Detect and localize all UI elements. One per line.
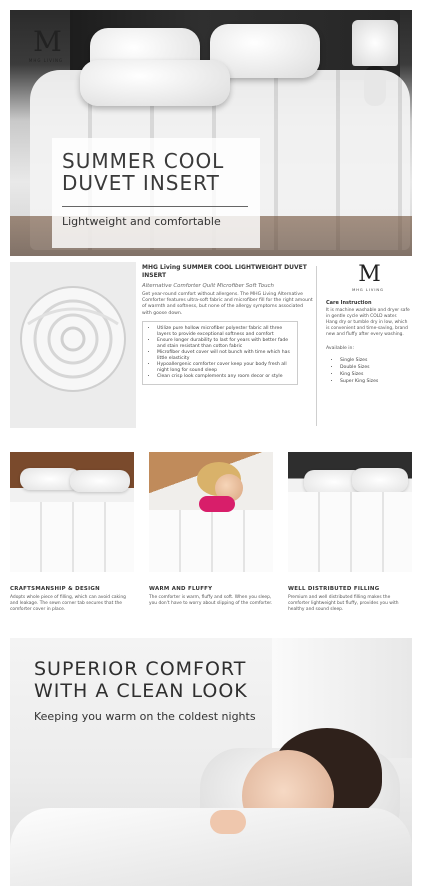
feature-item: • Clean crisp look complements any room decor or style bbox=[157, 374, 291, 380]
quilt-image bbox=[10, 502, 134, 572]
title-divider bbox=[62, 206, 248, 207]
bed-photo bbox=[10, 452, 134, 572]
product-heading: MHG Living SUMMER COOL LIGHTWEIGHT DUVET INSERT bbox=[142, 264, 307, 279]
hero-title-line2: DUVET INSERT bbox=[62, 171, 220, 195]
hero-banner bbox=[10, 10, 412, 256]
panel-caption: WELL DISTRIBUTED FILLING bbox=[288, 586, 380, 592]
panel-text: The comforter is warm, fluffy and soft. When you sleep, you don't have to worry about slipping of the comforter. bbox=[149, 595, 273, 606]
panel-caption: CRAFTSMANSHIP & DESIGN bbox=[10, 586, 100, 592]
comfort-tagline: Keeping you warm on the coldest nights bbox=[34, 710, 256, 723]
feature-panel-warm bbox=[149, 452, 273, 607]
hand-image bbox=[210, 810, 246, 834]
size-item: • Super King Sizes bbox=[340, 378, 410, 385]
hero-title-panel bbox=[52, 138, 260, 248]
feature-item: • Utilize pure hollow microfiber polyester fabric all three layers to provide exceptional softness and comfort bbox=[157, 326, 291, 338]
feature-list bbox=[142, 321, 298, 385]
feature-panels bbox=[10, 452, 412, 628]
size-item: • Double Sizes bbox=[340, 364, 410, 371]
available-label: Available in: bbox=[326, 346, 354, 351]
panel-caption: WARM AND FLUFFY bbox=[149, 586, 213, 592]
quilt-image bbox=[288, 492, 412, 572]
feature-item: • Ensure longer durability to last for years with better fade and stain resistant than cotton fabric bbox=[157, 338, 291, 350]
feature-panel-craftsmanship bbox=[10, 452, 134, 613]
pillow-image bbox=[80, 60, 230, 106]
size-list bbox=[326, 357, 410, 385]
comfort-headline-line1: SUPERIOR COMFORT bbox=[34, 658, 247, 680]
size-item: • King Sizes bbox=[340, 371, 410, 378]
comfort-banner bbox=[10, 638, 412, 886]
size-item: • Single Sizes bbox=[340, 357, 410, 364]
rolled-duvet-image bbox=[10, 262, 136, 428]
pillow-image bbox=[352, 468, 408, 492]
hero-title-line1: SUMMER COOL bbox=[62, 149, 225, 173]
care-heading: Care Instruction bbox=[326, 300, 372, 306]
care-instructions bbox=[326, 262, 410, 385]
hero-subtitle: Lightweight and comfortable bbox=[62, 215, 221, 228]
product-info-section bbox=[10, 262, 412, 430]
duvet-roll-icon bbox=[18, 284, 128, 394]
column-divider bbox=[316, 266, 317, 426]
brand-logo-text: MHG LIVING bbox=[28, 58, 64, 63]
bed-detail-photo bbox=[288, 452, 412, 572]
pillow-image bbox=[70, 470, 130, 492]
care-brand-logo-mark: M bbox=[358, 262, 378, 287]
feature-item: • Microfiber duvet cover will not bunch with time which has little elasticity bbox=[157, 350, 291, 362]
product-subheading: Alternative Comforter Quilt Microfiber Soft Touch bbox=[142, 283, 274, 289]
product-description-text: Get year-round comfort without allergens. The MHG Living Alternative Comforter features ultra-soft fabric and microfiber fill for the right amount of warmth and softness, but none of the allergy symptoms associated with goose down. bbox=[142, 292, 313, 316]
panel-text: Adopts whole piece of filling, which can avoid caking and leakage. The sewn corner tab secures that the comforter cover in place. bbox=[10, 595, 126, 612]
comfort-headline bbox=[34, 658, 248, 702]
quilt-image bbox=[149, 510, 273, 572]
brand-logo-mark: M bbox=[33, 25, 59, 58]
care-brand-logo-text: MHG LIVING bbox=[352, 288, 384, 292]
feature-item: • Hypoallergenic comforter cover keep your body fresh all night long for sound sleep bbox=[157, 362, 291, 374]
brand-logo bbox=[26, 26, 66, 74]
panel-text: Premium and well distributed filling makes the comforter lightweight but fluffy, provides you with healthy and sound sleep. bbox=[288, 595, 399, 612]
lamp-image bbox=[352, 20, 398, 66]
product-description bbox=[142, 264, 314, 385]
care-text: It is machine washable and dryer safe in gentle cycle with COLD water. Hang dry or tumble dry in low, which is convenient and time-saving, brand new and fluffy after every washing. bbox=[326, 308, 410, 337]
sleeping-woman-photo bbox=[149, 452, 273, 572]
shirt-image bbox=[199, 496, 235, 512]
feature-panel-filling bbox=[288, 452, 412, 613]
comfort-headline-line2: WITH A CLEAN LOOK bbox=[34, 680, 248, 702]
